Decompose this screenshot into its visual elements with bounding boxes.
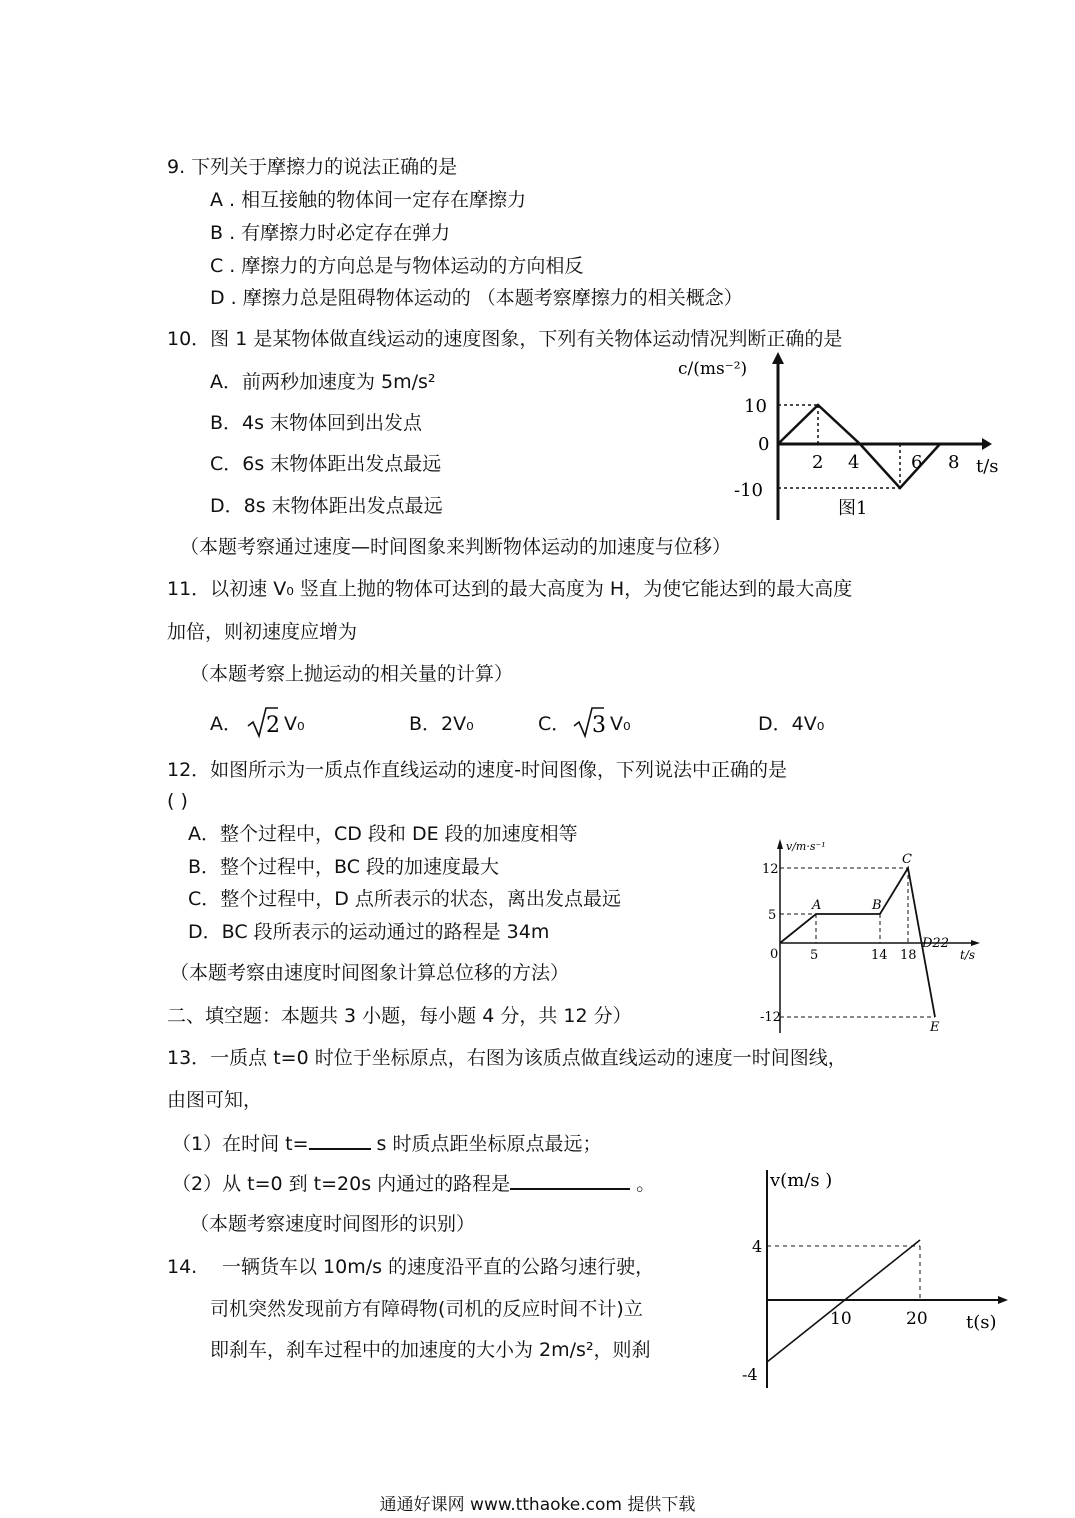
q12-answer-paren: ( ) [167,790,188,812]
q13-stem-line2: 由图可知， [167,1089,263,1111]
tick-20: 20 [906,1309,928,1329]
figure-caption: 图1 [838,498,868,519]
q13-part1-blank[interactable] [309,1130,371,1150]
q11-stem-line2: 加倍，则初速度应增为 [167,621,358,643]
tick-10: 10 [830,1309,852,1329]
q10-note: （本题考察通过速度—时间图象来判断物体运动的加速度与位移） [180,536,732,558]
q12-note: （本题考察由速度时间图象计算总位移的方法） [170,962,570,984]
q11-note: （本题考察上抛运动的相关量的计算） [190,663,514,685]
q13-part2-blank[interactable] [510,1170,630,1190]
tick-4: 4 [752,1237,763,1256]
q13-part1-text-before: （1）在时间 t= [172,1133,309,1155]
q12-option-a: A．整个过程中，CD 段和 DE 段的加速度相等 [188,823,578,845]
y-axis-arrow [777,839,783,849]
point-e: E [930,1020,940,1035]
q11-option-c-radical [572,704,606,738]
tick-x18: 18 [900,948,917,963]
q13-part2-text-before: （2）从 t=0 到 t=20s 内通过的路程是 [172,1173,511,1195]
x-axis-label: t/s [976,456,999,477]
svg-text:3: 3 [592,713,606,738]
q11-option-c-v0: V₀ [610,713,631,735]
x-axis-arrow [998,1296,1008,1304]
q9-option-c: C . 摩擦力的方向总是与物体运动的方向相反 [210,255,584,277]
q10-option-d: D．8s 末物体距出发点最远 [210,495,443,517]
velocity-line [778,405,940,488]
q14-number: 14. [167,1256,198,1278]
tick-8: 8 [948,452,960,473]
y-axis-arrow [772,352,784,364]
q10-option-a: A．前两秒加速度为 5m/s² [210,371,436,393]
section-2-heading: 二、填空题：本题共 3 小题，每小题 4 分，共 12 分） [167,1005,632,1027]
q9-option-d: D . 摩擦力总是阻碍物体运动的 （本题考察摩擦力的相关概念） [210,287,743,309]
q14-line3: 即刹车，刹车过程中的加速度的大小为 2m/s²，则刹 [210,1339,651,1361]
q11-option-a-label: A． [210,713,242,735]
q9-option-a: A . 相互接触的物体间一定存在摩擦力 [210,189,527,211]
svg-text:2: 2 [266,713,280,738]
q13-note: （本题考察速度时间图形的识别） [190,1213,476,1235]
tick-0: 0 [770,947,779,962]
q10-stem: 10．图 1 是某物体做直线运动的速度图象，下列有关物体运动情况判断正确的是 [167,328,843,350]
q13-part2 [172,1170,655,1196]
point-d-22: D22 [922,936,949,951]
q11-option-d: D．4V₀ [758,713,825,735]
q13-part1 [172,1130,601,1156]
point-b: B [872,898,882,913]
x-axis-arrow [971,940,980,946]
q11-option-c-label: C． [538,713,571,735]
tick-5: 5 [768,908,777,923]
figure1-graph [670,350,1015,525]
tick-6: 6 [911,452,923,473]
y-axis-label: c/(ms⁻²) [678,359,748,379]
point-a: A [812,898,822,913]
point-c: C [902,852,912,867]
tick-x14: 14 [871,948,888,963]
q11-option-a-v0: V₀ [284,713,305,735]
q10-option-b: B．4s 末物体回到出发点 [210,412,423,434]
tick-10: 10 [744,396,767,417]
tick-neg10: -10 [734,480,763,501]
q12-option-c: C．整个过程中，D 点所表示的状态，离出发点最远 [188,888,621,910]
tick-0: 0 [758,434,770,455]
q13-stem-line1: 13．一质点 t=0 时位于坐标原点，右图为该质点做直线运动的速度一时间图线， [167,1047,847,1069]
q10-option-c: C．6s 末物体距出发点最远 [210,453,442,475]
y-axis-label: v/m·s⁻¹ [786,840,826,853]
q11-option-b: B．2V₀ [409,713,474,735]
q14-line2: 司机突然发现前方有障碍物(司机的反应时间不计)立 [210,1298,643,1320]
q13-part1-text-after: s 时质点距坐标原点最远； [370,1133,602,1155]
tick-x5: 5 [810,948,819,963]
q13-vt-graph [740,1158,1015,1393]
q9-option-b: B . 有摩擦力时必定存在弹力 [210,222,451,244]
q11-option-a-radical [246,704,280,738]
q12-option-b: B．整个过程中，BC 段的加速度最大 [188,856,500,878]
tick-2: 2 [812,452,824,473]
q12-option-d: D．BC 段所表示的运动通过的路程是 34m [188,921,550,943]
y-axis-label: v(m/s ) [770,1170,833,1191]
tick-12: 12 [762,862,779,877]
q12-vt-graph [760,835,990,1040]
x-axis-arrow [982,438,992,450]
q14-line1: 一辆货车以 10m/s 的速度沿平直的公路匀速行驶， [222,1256,655,1278]
tick-4: 4 [848,452,860,473]
page-footer: 通通好课网 www.tthaoke.com 提供下载 [379,1495,696,1515]
x-axis-label: t(s) [966,1312,997,1333]
q12-stem: 12．如图所示为一质点作直线运动的速度-时间图像，下列说法中正确的是 [167,759,788,781]
q13-part2-text-after: 。 [630,1173,656,1195]
q11-stem-line1: 11．以初速 V₀ 竖直上抛的物体可达到的最大高度为 H，为使它能达到的最大高度 [167,578,853,600]
tick-neg4: -4 [742,1365,758,1384]
q9-stem: 9. 下列关于摩擦力的说法正确的是 [167,156,458,178]
x-axis-label: t/s [960,948,976,962]
tick-neg12: -12 [760,1010,781,1025]
